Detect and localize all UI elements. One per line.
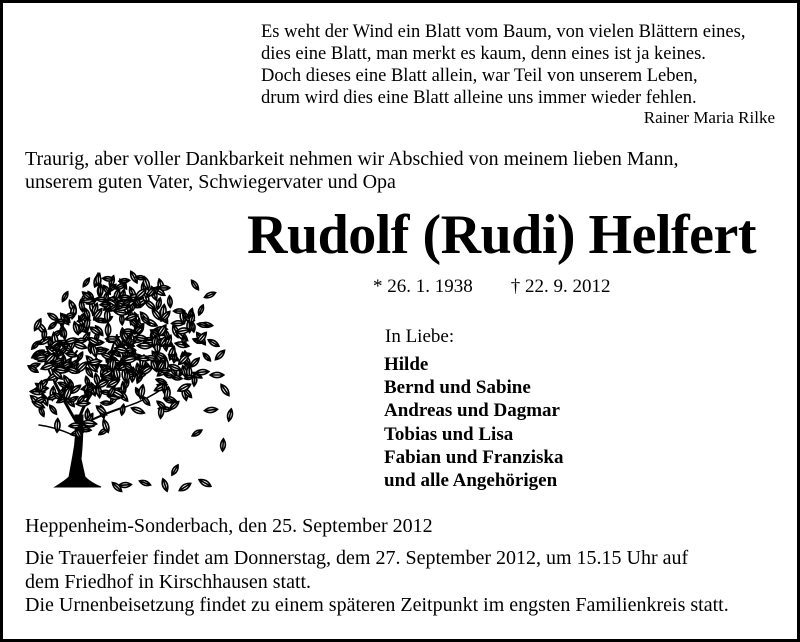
tree-with-falling-leaves-icon [25, 255, 245, 495]
poem-line: Es weht der Wind ein Blatt vom Baum, von vielen Blättern eines, [261, 22, 746, 42]
funeral-note-line: Die Trauerfeier findet am Donnerstag, dem 27. September 2012, um 15.15 Uhr auf [25, 547, 689, 569]
poem-author: Rainer Maria Rilke [643, 108, 775, 127]
mourner-name: und alle Angehörigen [384, 470, 558, 492]
mourner-name: Andreas und Dagmar [384, 400, 560, 422]
funeral-note-line: Die Urnenbeisetzung findet zu einem späteren Zeitpunkt im engsten Familienkreis statt. [25, 594, 729, 616]
poem [261, 21, 781, 109]
funeral-notes [25, 547, 785, 618]
life-dates [373, 275, 611, 299]
deceased-name: Rudolf (Rudi) Helfert [247, 204, 757, 266]
mourner-name: Bernd und Sabine [384, 377, 531, 399]
mourner-name: Tobias und Lisa [384, 423, 514, 445]
place-and-date: Heppenheim-Sonderbach, den 25. September 2012 [25, 515, 433, 537]
funeral-note-line: dem Friedhof in Kirschhausen statt. [25, 570, 312, 593]
mourners-list [384, 353, 564, 492]
poem-line: Doch dieses eine Blatt allein, war Teil von unserem Leben, [261, 66, 698, 86]
mourner-name: Hilde [384, 354, 429, 375]
intro-line: unserem guten Vater, Schwiegervater und Opa [25, 171, 396, 193]
intro-text [25, 148, 785, 194]
mourners-heading: In Liebe: [385, 326, 455, 347]
death-date: † 22. 9. 2012 [510, 276, 611, 297]
poem-line: dies eine Blatt, man merkt es kaum, denn eines ist ja keines. [261, 44, 706, 64]
poem-line: drum wird dies eine Blatt alleine uns immer wieder fehlen. [261, 88, 697, 108]
intro-line: Traurig, aber voller Dankbarkeit nehmen wir Abschied von meinem lieben Mann, [25, 148, 679, 170]
birth-date: * 26. 1. 1938 [373, 276, 473, 297]
mourner-name: Fabian und Franziska [384, 446, 564, 468]
